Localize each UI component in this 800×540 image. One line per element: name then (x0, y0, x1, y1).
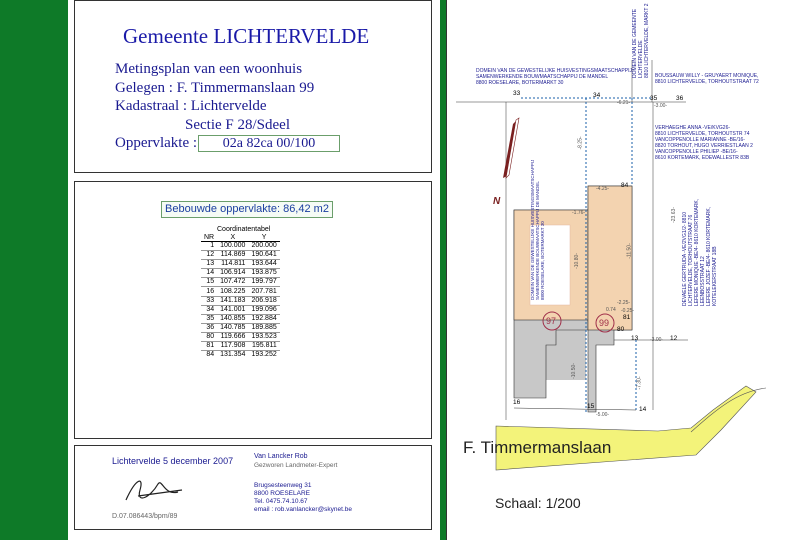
scale-label: Schaal: 1/200 (495, 495, 581, 511)
coord-row (201, 351, 280, 360)
owner-right-2-line2: 8810 LICHTERVELDE, TORHOUTSTR 74 (655, 131, 750, 137)
street-name: F. Timmermanslaan (463, 438, 612, 457)
measure-13: -2.25- (617, 300, 631, 306)
coord-y: 200.000 (248, 242, 279, 251)
coord-y: 193.252 (248, 351, 279, 360)
measure-15: 0.74 (606, 307, 616, 313)
coord-row (201, 332, 280, 341)
measure-6: -10.80- (573, 253, 580, 269)
measure-10: -3.00- (650, 337, 664, 343)
point-80: 80 (617, 326, 625, 333)
owner-right-2 (655, 125, 753, 161)
measure-12: -23.63- (670, 207, 677, 223)
coord-x: 117.908 (217, 342, 248, 351)
measure-9: -5.00- (596, 412, 610, 418)
owner-top-vertical-line3: 8810 LICHTERVELDE, MARKT 2 (644, 3, 650, 78)
reference-number: D.07.086443/bpm/89 (112, 513, 178, 520)
cadastre-line: Kadastraal : Lichtervelde (115, 98, 267, 114)
coord-nr: 16 (201, 287, 217, 296)
owner-right-1 (655, 73, 759, 85)
coord-x: 119.666 (217, 332, 248, 341)
lot-97-label: 97 (546, 316, 557, 326)
point-35: 35 (650, 95, 658, 102)
owner-top-left-line1: DOMEIN VAN DE GEWESTELIJKE HUISVESTINGSMAATSCHAPPIJ (476, 68, 632, 74)
coord-x: 131.354 (217, 351, 248, 360)
measure-7: -11.50- (626, 243, 633, 259)
coord-x: 114.869 (217, 251, 248, 260)
point-13: 13 (631, 335, 639, 342)
owner-top-left (476, 68, 632, 86)
coord-row (201, 323, 280, 332)
coord-x: 106.914 (217, 269, 248, 278)
coord-x: 140.785 (217, 323, 248, 332)
surveyor-name: Van Lancker Rob (254, 453, 308, 460)
coord-row (201, 287, 280, 296)
coord-y: 193.875 (248, 269, 279, 278)
coord-y: 192.884 (248, 314, 279, 323)
point-15: 15 (587, 403, 595, 410)
coord-row (201, 242, 280, 251)
coord-nr: 1 (201, 242, 217, 251)
coord-nr: 33 (201, 296, 217, 305)
measure-4: -4.25- (596, 186, 610, 192)
owner-center-vertical-line3: 8800 ROESELARE, BOTERMARKT 30 (540, 221, 545, 300)
coord-row (201, 342, 280, 351)
coord-row (201, 305, 280, 314)
coord-y: 190.641 (248, 251, 279, 260)
owner-top-vertical-line2: LICHTERVELDE (638, 40, 644, 78)
coord-x: 114.811 (217, 260, 248, 269)
area-label: Oppervlakte : (115, 135, 198, 151)
coord-y: 193.644 (248, 260, 279, 269)
surveyor-street: Brugsesteenweg 31 (254, 482, 312, 489)
owner-top-left-line3: 8800 ROESELARE, BOTERMARKT 30 (476, 80, 564, 86)
owner-right-2-line6: 8610 KORTEMARK, EDEWALLESTR 83B (655, 155, 750, 161)
coord-y: 189.885 (248, 323, 279, 332)
owner-center-vertical-line1: DOMEIN VAN DE GEWESTELIJKE HUISVESTINGSMAATSCHAPPIJ (530, 159, 535, 300)
coord-nr: 12 (201, 251, 217, 260)
coord-row (201, 278, 280, 287)
measure-2: -3.00- (654, 103, 668, 109)
front-line (514, 408, 636, 410)
point-36: 36 (676, 95, 684, 102)
measure-3: -8.25- (577, 136, 584, 150)
owner-right-2-line1: VERHAEGHE ANNA -VE/KVG26- (655, 125, 731, 131)
coord-x: 107.472 (217, 278, 248, 287)
north-label: N (493, 196, 501, 207)
owner-right-vertical-line5: LEFERE JOZEF -BE/4- 8610 KORTEMARK, (706, 206, 712, 306)
coord-table (201, 234, 280, 359)
coord-row (201, 269, 280, 278)
area-value: 02a 82ca 00/100 (198, 135, 340, 152)
measure-8: -10.50- (570, 363, 577, 379)
owner-right-vertical-line6: KOTELEKERSTRAAT 18B (712, 246, 718, 306)
measure-5: -1.76- (572, 210, 586, 216)
coord-y: 207.781 (248, 287, 279, 296)
surveyor-title: Gezworen Landmeter-Expert (254, 462, 338, 469)
coord-y: 199.797 (248, 278, 279, 287)
point-33: 33 (513, 90, 521, 97)
built-area-label: Bebouwde oppervlakte: 86,42 m2 (161, 201, 333, 218)
coord-table-title: Coordinatentabel (217, 226, 271, 233)
coord-nr: 36 (201, 323, 217, 332)
owner-right-1-line2: 8810 LICHTERVELDE, TORHOUTSTRAAT 72 (655, 79, 759, 85)
plan-type: Metingsplan van een woonhuis (115, 61, 303, 77)
coord-nr: 15 (201, 278, 217, 287)
owner-center-vertical (530, 160, 545, 300)
point-14: 14 (639, 406, 647, 413)
owner-right-2-line4: 8820 TORHOUT, HUGO VERRIESTLAAN 2 (655, 143, 753, 149)
surveyor-city: 8800 ROESELARE (254, 490, 311, 497)
coord-nr: 35 (201, 314, 217, 323)
coord-header-nr: NR (201, 234, 217, 242)
coord-row (201, 251, 280, 260)
location-line: Gelegen : F. Timmermanslaan 99 (115, 80, 315, 96)
surveyor-tel: Tel. 0475.74.10.67 (254, 498, 308, 505)
plan-sheet (446, 0, 800, 540)
owner-top-vertical-line1: DOMEIN VAN DE GEMEENTE (632, 8, 638, 78)
point-34: 34 (593, 92, 601, 99)
coord-row (201, 260, 280, 269)
owner-right-vertical (682, 199, 718, 306)
owner-right-2-line3: VANCOPPENOLLE MARIANNE -BE/16- (655, 137, 745, 143)
owner-right-vertical-line3: LEFERE MONIQUE -BE/4- 8610 KORTEMARK, (694, 198, 700, 306)
surveyor-email: email : rob.vanlancker@skynet.be (254, 506, 353, 513)
coord-row (201, 296, 280, 305)
coord-nr: 34 (201, 305, 217, 314)
measure-11: -7.30- (636, 376, 643, 390)
owner-right-vertical-line4: LEENBOSSTRAAT 12 (700, 256, 706, 306)
coord-nr: 14 (201, 269, 217, 278)
point-16: 16 (513, 399, 521, 406)
coord-header-x: X (217, 234, 248, 242)
coord-y: 199.096 (248, 305, 279, 314)
owner-right-2-line5: VANCOPPENOLLE PHILIEP -BE/16- (655, 149, 738, 155)
coord-nr: 84 (201, 351, 217, 360)
place-date: Lichtervelde 5 december 2007 (112, 456, 234, 466)
coord-nr: 81 (201, 342, 217, 351)
coord-header-y: Y (248, 234, 279, 242)
page-title: Gemeente LICHTERVELDE (123, 24, 370, 48)
owner-top-left-line2: SAMENWERKENDE BOUWMAATSCHAPPIJ DE MANDEL (476, 74, 609, 80)
lot-99-label: 99 (599, 318, 610, 328)
coord-row (201, 314, 280, 323)
point-81: 81 (623, 314, 631, 321)
measure-1: -6.21- (617, 100, 631, 106)
coord-x: 141.001 (217, 305, 248, 314)
coord-nr: 80 (201, 332, 217, 341)
coord-x: 108.225 (217, 287, 248, 296)
coord-y: 193.523 (248, 332, 279, 341)
title-sheet (68, 0, 440, 540)
coord-nr: 13 (201, 260, 217, 269)
coord-y: 206.918 (248, 296, 279, 305)
owner-right-1-line1: BOUSSAUW WILLY - GRUYAERT MONIQUE, (655, 73, 759, 79)
owner-right-vertical-line1: DEVAELE GERTRUDA -VE/2VG1/2- 8810 (682, 211, 688, 306)
coord-x: 140.855 (217, 314, 248, 323)
section-line: Sectie F 28/Sdeel (185, 117, 290, 133)
owner-top-vertical (632, 3, 650, 78)
signature-icon (118, 470, 188, 510)
measure-14: -0.25- (621, 308, 635, 314)
owner-center-vertical-line2: SAMENWERKENDE BOUWMAATSCHAPPIJ DE MANDEL (535, 181, 540, 300)
point-84: 84 (621, 182, 629, 189)
coord-y: 195.811 (248, 342, 279, 351)
point-12: 12 (670, 335, 678, 342)
coord-x: 100.000 (217, 242, 248, 251)
owner-right-vertical-line2: LICHTERVELDE, TORHOUTSTRAAT 76 (688, 214, 694, 306)
coord-x: 141.183 (217, 296, 248, 305)
